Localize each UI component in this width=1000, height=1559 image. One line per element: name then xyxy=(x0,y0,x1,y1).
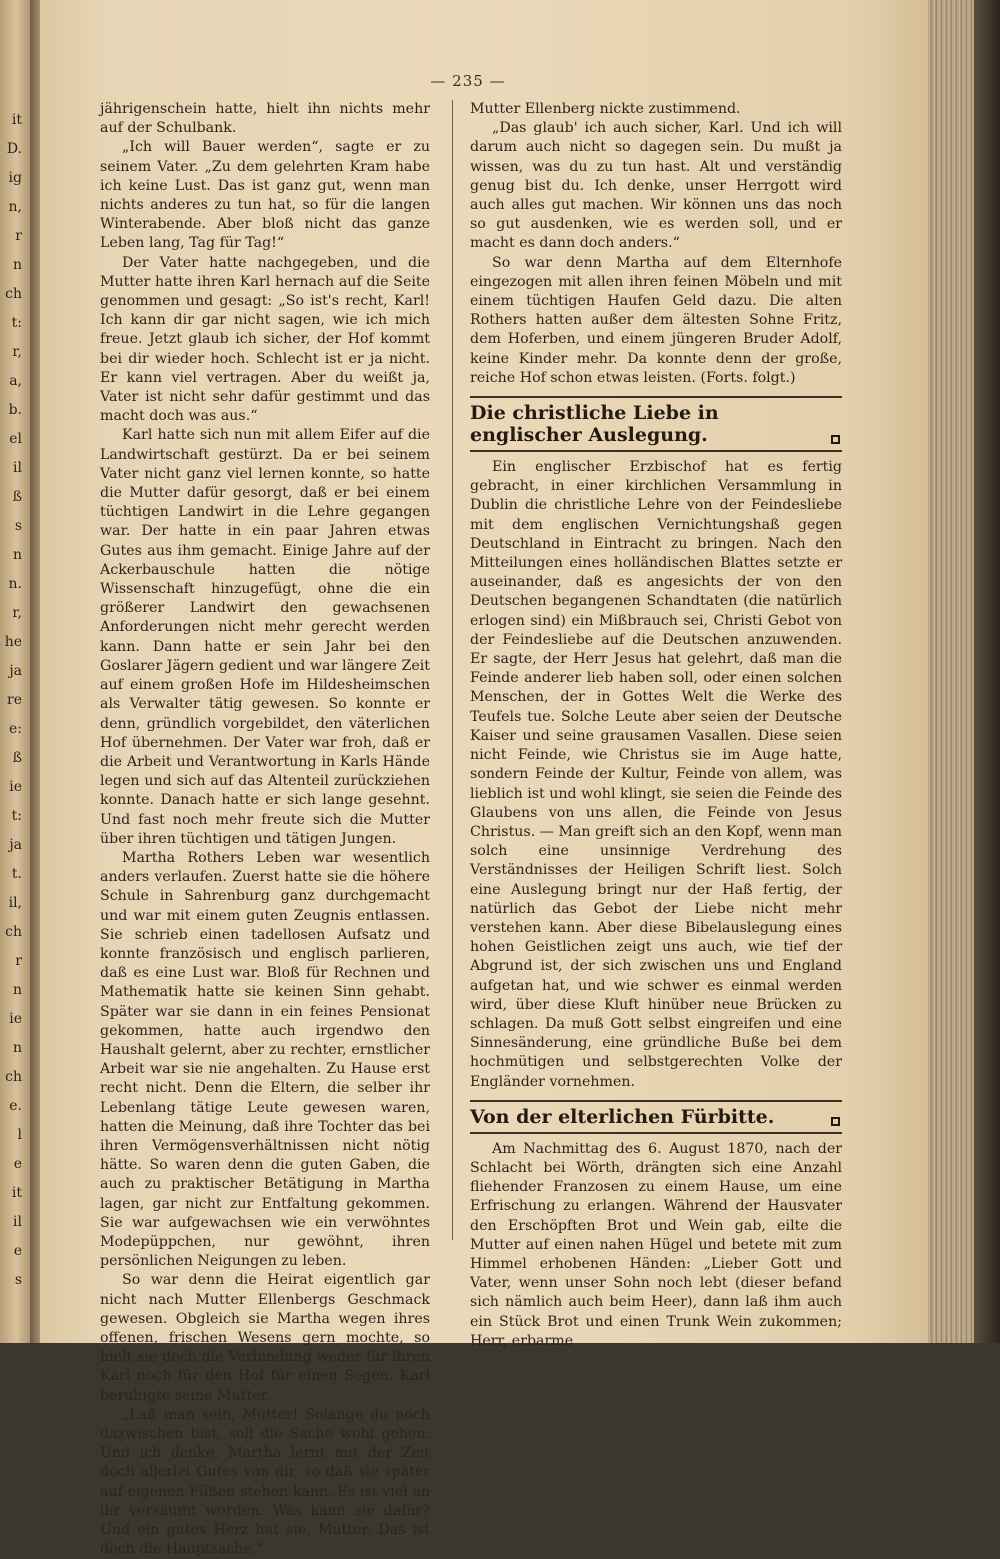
paragraph: Martha Rothers Leben war wesentlich anders verlaufen. Zuerst hatte sie die höhere Schule in Sahrenburg ganz durchgemacht und war mit einem guten Zeugnis entlassen. Sie schrieb einen tadellosen Aufsatz und konnte französisch und englisch parlieren, daß es eine Lust war. Bloß für Rechnen und Mathematik hatte sie keinen Sinn gehabt. Später war sie dann in ein feines Pensionat gekommen, hatte auch irgendwo den Haushalt gelernt, aber zu rechter, ernstlicher Arbeit war sie nie angehalten. Zu Hause erst recht nicht. Denn die Eltern, die selber ihr Lebenlang tätige Leute gewesen waren, hatten die Meinung, daß ihre Tochter das bei ihren Vermögensverhältnissen nicht nötig hätte. So waren denn die guten Gaben, die auch zu praktischer Betätigung in Martha lagen, gar nicht zur Entfaltung gekommen. Sie war aufgewachsen wie ein verwöhntes Modepüppchen, nur gewöhnt, ihren persönlichen Neigungen zu leben. xyxy=(100,849,430,1270)
margin-fragment: re xyxy=(7,692,22,708)
margin-fragment: it xyxy=(11,112,22,128)
margin-fragment: t. xyxy=(11,866,22,882)
square-ornament-icon xyxy=(831,1117,840,1126)
margin-fragment: n, xyxy=(8,199,22,215)
margin-fragment: r xyxy=(15,953,22,969)
margin-fragment: r, xyxy=(12,605,22,621)
paragraph: „Das glaub' ich auch sicher, Karl. Und ich will darum auch nicht so dagegen sein. Du mußt ja wissen, was du zu tun hast. Alt und verständig genug bist du. Ich denke, unser Herrgott wird auch alles gut machen. Wir können uns das noch so gut ausdenken, wie es werden soll, und er macht es dann doch anders.“ xyxy=(470,120,842,252)
margin-fragment: n. xyxy=(8,576,22,592)
margin-fragment: e: xyxy=(8,721,22,737)
margin-fragment: e. xyxy=(9,1098,22,1114)
previous-page-edge xyxy=(0,0,30,1343)
article-heading xyxy=(470,1100,842,1134)
page-number: — 235 — xyxy=(430,72,506,90)
margin-fragment: r xyxy=(15,228,22,244)
margin-fragment: he xyxy=(4,634,22,650)
article-heading xyxy=(470,396,842,452)
right-column xyxy=(470,100,842,1351)
margin-fragment: r, xyxy=(12,344,22,360)
margin-fragment: s xyxy=(14,1272,22,1288)
margin-fragment: ja xyxy=(9,837,22,853)
margin-fragment: s xyxy=(14,518,22,534)
margin-fragment: n xyxy=(12,257,22,273)
paragraph: Mutter Ellenberg nickte zustimmend. xyxy=(470,101,741,117)
margin-fragment: ch xyxy=(5,924,22,940)
margin-fragment: il xyxy=(13,460,22,476)
margin-fragment: it xyxy=(11,1185,22,1201)
margin-fragment: ch xyxy=(5,1069,22,1085)
article-heading-text: Die christliche Liebe in englischer Auslegung. xyxy=(470,402,719,447)
margin-fragment: n xyxy=(12,982,22,998)
margin-fragment: D. xyxy=(6,141,22,157)
article-heading-text: Von der elterlichen Fürbitte. xyxy=(470,1105,775,1128)
paragraph: „Ich will Bauer werden“, sagte er zu seinem Vater. „Zu dem gelehrten Kram habe ich keine Lust. Das ist ganz gut, wenn man nichts anderes zu tun hat, so für die langen Winterabende. Aber bloß nicht das ganze Leben lang, Tag für Tag!“ xyxy=(100,139,430,252)
margin-fragment: ig xyxy=(8,170,22,186)
column-rule xyxy=(452,100,453,1240)
paragraph: jährigenschein hatte, hielt ihn nichts mehr auf der Schulbank. xyxy=(100,101,430,137)
margin-fragment: b. xyxy=(8,402,22,418)
paragraph: Der Vater hatte nachgegeben, und die Mutter hatte ihren Karl hernach auf die Seite genommen und gesagt: „So ist's recht, Karl! Ich kann dir gar nicht sagen, wie ich mich freue. Jetzt glaub ich sicher, der Hof kommt bei dir wieder hoch. Schlecht ist er ja nicht. Er kann viel vertragen. Aber du weißt ja, Vater ist nicht sehr dafür gestimmt und das macht doch was aus.“ xyxy=(100,254,430,425)
margin-fragment: il, xyxy=(8,895,22,911)
article-body: Am Nachmittag des 6. August 1870, nach der Schlacht bei Wörth, drängten sich eine Anzahl fliehender Franzosen zu einem Hause, um eine Erfrischung zu erlangen. Während der Hausvater den Erschöpften Brot und Wein gab, eilte die Mutter auf einen nahen Hügel und betete mit zum Himmel erhobenen Händen: „Lieber Gott und Vater, wenn unser Sohn noch lebt (dieser befand sich nämlich auch beim Heer), dann laß ihm auch ein Stück Brot und einen Trunk Wein zukommen; Herr, erbarme xyxy=(470,1140,842,1349)
margin-fragment: ß xyxy=(12,750,22,766)
page xyxy=(40,0,928,1558)
margin-fragment: ie xyxy=(9,1011,22,1027)
margin-fragment: t: xyxy=(11,808,22,824)
margin-fragment: e xyxy=(13,1243,22,1259)
margin-fragment: ß xyxy=(12,489,22,505)
paragraph: Karl hatte sich nun mit allem Eifer auf die Landwirtschaft gestürzt. Da er bei seinem Vater nicht ganz viel lernen konnte, so hatte die Mutter dafür gesorgt, daß er bei einem tüchtigen Landwirt in die Lehre gegangen war. Der hatte in ein paar Jahren etwas Gutes aus ihm gemacht. Einige Jahre auf der Ackerbauschule hatten die nötige Wissenschaft hinzugefügt, ohne die ein größerer Landwirt den gewachsenen Anforderungen nicht mehr gerecht werden kann. Dann hatte er sein Jahr bei den Goslarer Jägern gedient und war längere Zeit auf einem großen Hofe im Hildesheimschen als Verwalter tätig gewesen. So konnte er denn, gründlich vorgebildet, den väterlichen Hof übernehmen. Der Vater war froh, daß er die Arbeit und Verantwortung in Karls Hände legen und sich auf das Altenteil zurückziehen konnte. Danach hatte er sich lange gesehnt. Und fast noch mehr freute sich die Mutter über ihren tüchtigen und tätigen Jungen. xyxy=(100,427,430,847)
margin-fragment: n xyxy=(12,1040,22,1056)
margin-fragment: il xyxy=(13,1214,22,1230)
margin-fragment: el xyxy=(9,431,22,447)
square-ornament-icon xyxy=(831,435,840,444)
margin-fragment: t: xyxy=(11,315,22,331)
article-body: Ein englischer Erzbischof hat es fertig gebracht, in einer kirchlichen Versammlung in Dublin die christliche Lehre von der Feindesliebe mit dem englischen Vernichtungshaß gegen Deutschland in Eintracht zu bringen. Nach den Mitteilungen eines holländischen Blattes setzte er auseinander, daß es angesichts der von den Deutschen begangenen Schandtaten (die natürlich erlogen sind) ein Mißbrauch sei, Christi Gebot von der Feindesliebe auf die Deutschen anzuwenden. Er sagte, der Herr Jesus hat gelehrt, daß man die Feinde anderer lieb haben soll, oder einen solchen Menschen, der in Gottes Welt die Werke des Teufels tue. Solche Leute aber seien der Deutsche Kaiser und seine grausamen Vasallen. Diese seien nicht Feinde, wie Christus sie im Auge hatte, sondern Feinde der Kultur, Feinde von allem, was lieblich ist und wohl klingt, sie seien die Feinde des Glaubens von uns allen, die Feinde von Jesus Christus. — Man greift sich an den Kopf, wenn man solch eine unsinnige Verdrehung des Verständnisses der Heiligen Schrift liest. Solch eine Auslegung bringt nur der Haß fertig, der natürlich das Gebot der Liebe nicht mehr verstehen kann. Aber diese Bibelauslegung eines hohen Geistlichen zeigt uns auch, wie tief der Abgrund ist, der sich zwischen uns und England aufgetan hat, und wie schwer es einmal werden wird, über diese Kluft hinüber neue Brücken zu schlagen. Da muß Gott selbst eingreifen und eine Sinnesänderung, eine gründliche Buße bei dem hochmütigen und selbstgerechten Volke der Engländer vornehmen. xyxy=(470,459,842,1090)
margin-fragment: ch xyxy=(5,286,22,302)
left-column xyxy=(100,100,430,1559)
book-gutter xyxy=(30,0,40,1343)
margin-fragment: l xyxy=(17,1127,22,1143)
margin-fragment: a, xyxy=(9,373,22,389)
margin-fragment: ja xyxy=(9,663,22,679)
margin-fragment: e xyxy=(13,1156,22,1172)
paragraph: „Laß man sein, Mutter! Solange du noch dazwischen bist, soll die Sache wohl gehen. Und ich denke, Martha lernt mit der Zeit doch allerlei Gutes von dir, so daß sie später auf eigenen Füßen stehen kann. Es ist viel an ihr versäumt worden. Was kann sie dafür? Und ein gutes Herz hat sie, Mutter. Das ist doch die Hauptsache.“ xyxy=(100,1406,430,1558)
page-block-edges xyxy=(928,0,1000,1343)
margin-fragment: n xyxy=(12,547,22,563)
paragraph: So war denn die Heirat eigentlich gar nicht nach Mutter Ellenbergs Geschmack gewesen. Obgleich sie Martha wegen ihres offenen, frischen Wesens gern mochte, so hielt sie doch die Verbindung weder für ihren Karl noch für den Hof für einen Segen. Karl beruhigte seine Mutter. xyxy=(100,1272,430,1404)
margin-fragment: ie xyxy=(9,779,22,795)
paragraph: So war denn Martha auf dem Elternhofe eingezogen mit allen ihren feinen Möbeln und mit einem tüchtigen Haufen Geld dazu. Die alten Rothers hatten außer dem ältesten Sohne Fritz, dem Hoferben, und einem jüngeren Bruder Adolf, keine Kinder mehr. Da konnte denn der große, reiche Hof schon etwas leisten. (Forts. folgt.) xyxy=(470,254,842,386)
